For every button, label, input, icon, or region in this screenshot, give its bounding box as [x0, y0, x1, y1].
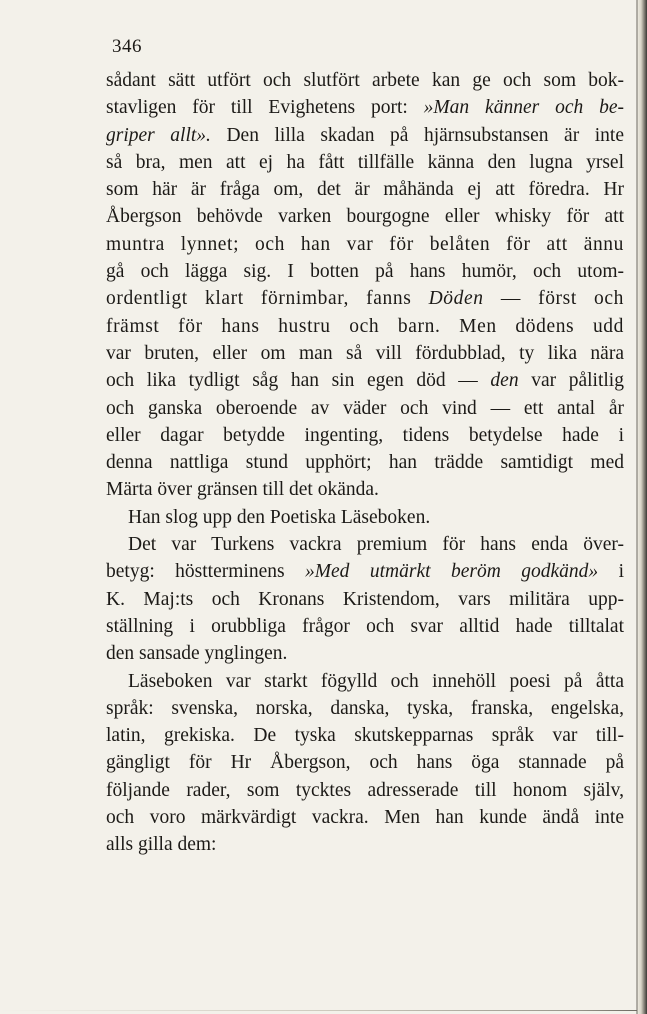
page-number: 346 [112, 36, 142, 57]
text-run: gå och lägga sig. I botten på hans humör, och utom- [106, 261, 624, 283]
text-run: Den lilla skadan på hjärnsubstansen är inte [210, 124, 624, 146]
text-line [106, 285, 624, 312]
text-run: den sansade ynglingen. [106, 643, 288, 665]
text-run: Märta över gränsen till det okända. [106, 479, 379, 501]
text-line [106, 176, 624, 203]
text-line [106, 695, 624, 722]
text-line [106, 149, 624, 176]
text-run: och lika tydligt såg han sin egen död — [106, 370, 491, 392]
italic-run: »Man känner och be- [423, 97, 624, 119]
text-run: i [598, 561, 624, 583]
text-run: Det var Turkens vackra premium för hans enda över- [128, 534, 624, 556]
text-run: så bra, men att ej ha fått tillfälle känna den lugna yrsel [106, 151, 624, 173]
text-run: betyg: höstterminens [106, 561, 306, 583]
text-run: som här är fråga om, det är måhända ej att föredra. Hr [106, 179, 624, 201]
text-run: alls gilla dem: [106, 834, 217, 856]
text-line [106, 804, 624, 831]
body-text [106, 67, 624, 859]
text-run: stavligen för till Evighetens port: [106, 97, 424, 119]
page-edge-shadow [637, 0, 647, 1014]
text-line [106, 231, 624, 258]
text-run: ställning i orubbliga frågor och svar alltid hade tilltalat [106, 615, 624, 637]
text-run: muntra lynnet; och han var för belåten för att ännu [106, 233, 624, 255]
text-run: var bruten, eller om man så vill fördubblad, ty lika nära [106, 342, 624, 364]
text-line [106, 504, 624, 531]
text-run: latin, grekiska. De tyska skutskepparnas språk var till- [106, 725, 624, 747]
bottom-page-edge [0, 1010, 637, 1011]
text-run: var pålitlig [518, 370, 624, 392]
text-run: följande rader, som tycktes adresserade till honom själv, [106, 779, 624, 801]
text-line [106, 94, 624, 121]
text-run: denna nattliga stund upphört; han trädde samtidigt med [106, 452, 624, 474]
text-run: sådant sätt utfört och slutfört arbete kan ge och som bok- [106, 70, 624, 91]
text-run: och ganska oberoende av väder och vind — ett antal år [106, 397, 624, 419]
text-line [106, 422, 624, 449]
text-line [106, 340, 624, 367]
text-run: Han slog upp den Poetiska Läseboken. [128, 506, 431, 528]
text-line [106, 395, 624, 422]
text-run: språk: svenska, norska, danska, tyska, franska, engelska, [106, 697, 624, 719]
text-run: gängligt för Hr Åbergson, och hans öga stannade på [106, 752, 624, 774]
text-line [106, 558, 624, 585]
text-line [106, 777, 624, 804]
italic-run: Döden [428, 288, 484, 310]
italic-run: griper allt». [106, 124, 211, 146]
text-run: K. Maj:ts och Kronans Kristendom, vars militära upp- [106, 588, 624, 610]
text-line [106, 122, 624, 149]
text-run: ordentligt klart förnimbar, fanns [106, 288, 429, 310]
text-line [106, 258, 624, 285]
text-line [106, 203, 624, 230]
text-line [106, 613, 624, 640]
italic-run: »Med utmärkt beröm godkänd» [305, 561, 599, 583]
text-run: Åbergson behövde varken bourgogne eller whisky för att [106, 206, 624, 228]
text-run: och voro märkvärdigt vackra. Men han kunde ändå inte [106, 807, 624, 829]
text-line [106, 586, 624, 613]
text-line [106, 668, 624, 695]
text-line [106, 831, 624, 858]
text-line [106, 476, 624, 503]
italic-run: den [490, 370, 519, 392]
text-line [106, 67, 624, 94]
text-line [106, 749, 624, 776]
text-line [106, 722, 624, 749]
text-line [106, 531, 624, 558]
text-run: — först och [483, 288, 624, 310]
page-edge-line [636, 0, 638, 1014]
text-line [106, 640, 624, 667]
text-run: eller dagar betydde ingenting, tidens betydelse hade i [106, 424, 624, 446]
text-line [106, 449, 624, 476]
text-line [106, 367, 624, 394]
text-run: främst för hans hustru och barn. Men dödens udd [106, 315, 624, 337]
text-run: Läseboken var starkt fögylld och innehöll poesi på åtta [128, 670, 624, 692]
text-line [106, 313, 624, 340]
